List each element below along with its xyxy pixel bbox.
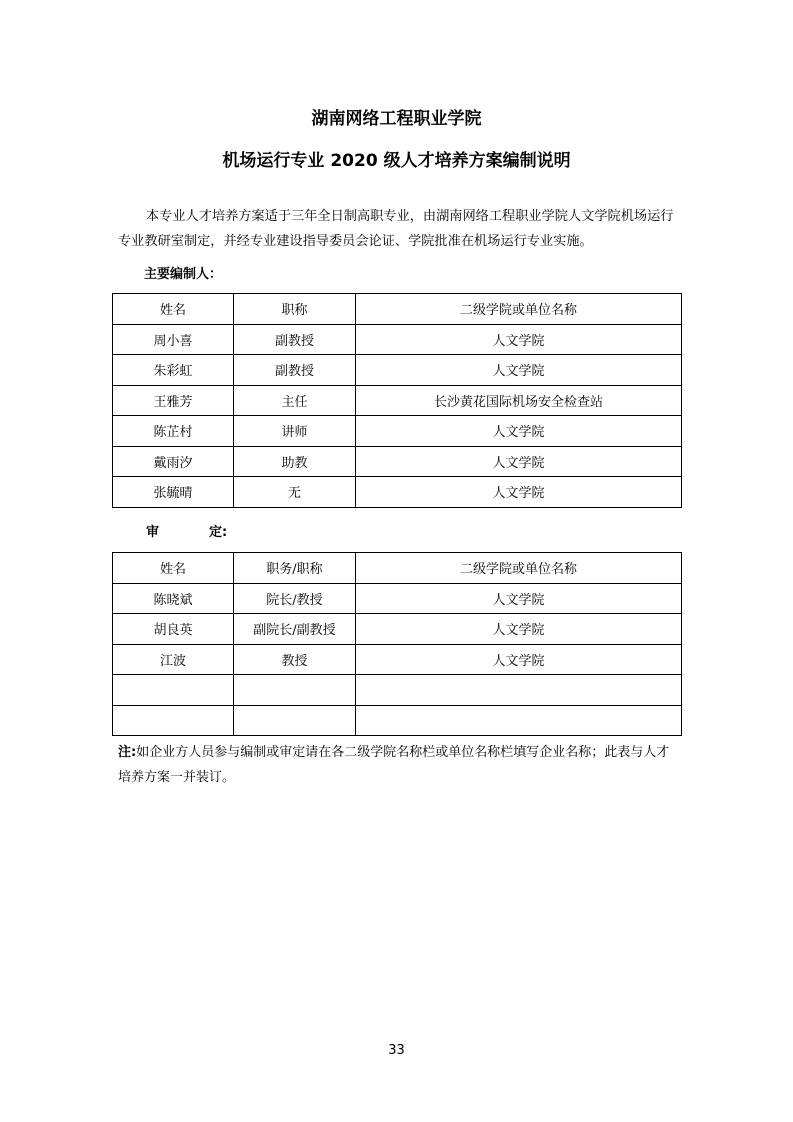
unit-cell: 人文学院 — [356, 324, 682, 355]
header-cell: 姓名 — [113, 553, 234, 584]
unit-cell: 人文学院 — [356, 614, 682, 645]
title-cell: 助教 — [234, 446, 356, 477]
reviewers-label-b: 定: — [209, 525, 228, 540]
authors-label: 主要编制人： — [144, 267, 223, 282]
title-cell: 副教授 — [234, 355, 356, 386]
unit-cell: 人文学院 — [356, 416, 682, 447]
name-cell: 朱彩虹 — [113, 355, 234, 386]
table-row — [113, 583, 682, 614]
title-cell: 讲师 — [234, 416, 356, 447]
reviewers-label-a: 审 — [146, 525, 160, 540]
title-cell: 主任 — [234, 385, 356, 416]
name-cell: 戴雨汐 — [113, 446, 234, 477]
unit-cell: 人文学院 — [356, 355, 682, 386]
title-cell: 副教授 — [234, 324, 356, 355]
table-header-row — [113, 553, 682, 584]
name-cell: 王雅芳 — [113, 385, 234, 416]
unit-cell: 人文学院 — [356, 583, 682, 614]
title-cell — [234, 705, 356, 736]
title-cell: 教授 — [234, 644, 356, 675]
header-cell: 二级学院或单位名称 — [356, 294, 682, 325]
name-cell: 张毓晴 — [113, 477, 234, 508]
table-header-row — [113, 294, 682, 325]
header-cell: 职务/职称 — [234, 553, 356, 584]
school-name: 湖南网络工程职业学院 — [311, 109, 482, 129]
name-cell: 陈芷村 — [113, 416, 234, 447]
name-cell: 胡良英 — [113, 614, 234, 645]
name-cell: 江波 — [113, 644, 234, 675]
unit-cell — [356, 705, 682, 736]
title-cell — [234, 675, 356, 706]
name-cell — [113, 675, 234, 706]
title-cell: 无 — [234, 477, 356, 508]
table-row — [113, 416, 682, 447]
table-row-empty — [113, 705, 682, 736]
table-row — [113, 355, 682, 386]
unit-cell — [356, 675, 682, 706]
page-number: 33 — [388, 1043, 405, 1058]
unit-cell: 人文学院 — [356, 477, 682, 508]
reviewers-label — [146, 521, 227, 540]
unit-cell: 人文学院 — [356, 644, 682, 675]
table-row — [113, 477, 682, 508]
title-cell: 副院长/副教授 — [234, 614, 356, 645]
unit-cell: 长沙黄花国际机场安全检查站 — [356, 385, 682, 416]
table-row — [113, 614, 682, 645]
header-cell: 姓名 — [113, 294, 234, 325]
name-cell — [113, 705, 234, 736]
footnote-text: 如企业方人员参与编制或审定请在各二级学院名称栏或单位名称栏填写企业名称；此表与人才培养方案一并装订。 — [118, 745, 670, 785]
table-row — [113, 446, 682, 477]
unit-cell: 人文学院 — [356, 446, 682, 477]
document-title: 机场运行专业 2020 级人才培养方案编制说明 — [222, 151, 571, 171]
reviewers-table — [112, 552, 682, 736]
footnote — [118, 740, 680, 790]
table-row — [113, 385, 682, 416]
name-cell: 周小喜 — [113, 324, 234, 355]
table-row — [113, 644, 682, 675]
table-row-empty — [113, 675, 682, 706]
header-cell: 职称 — [234, 294, 356, 325]
title-cell: 院长/教授 — [234, 583, 356, 614]
authors-table — [112, 293, 682, 508]
table-row — [113, 324, 682, 355]
name-cell: 陈晓斌 — [113, 583, 234, 614]
footnote-prefix: 注: — [118, 745, 137, 760]
intro-paragraph: 本专业人才培养方案适于三年全日制高职专业，由湖南网络工程职业学院人文学院机场运行专业教研室制定，并经专业建设指导委员会论证、学院批准在机场运行专业实施。 — [118, 209, 674, 249]
header-cell: 二级学院或单位名称 — [356, 553, 682, 584]
